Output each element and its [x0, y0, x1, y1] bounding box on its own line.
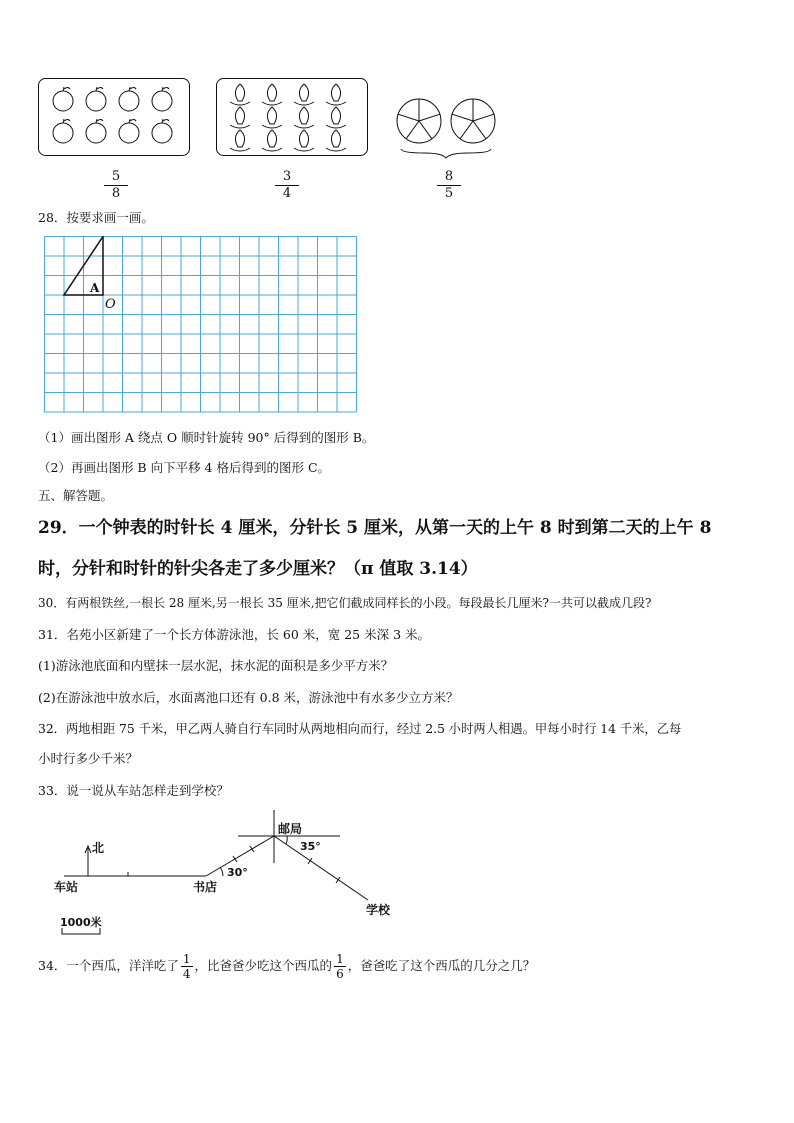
- fraction-peaches: $\frac{3}{4}$: [275, 169, 299, 202]
- apple-box: [38, 78, 190, 156]
- q31-part1: (1)游泳池底面和内壁抹一层水泥，抹水泥的面积是多少平方米？: [38, 658, 394, 673]
- label-angle-35: 35°: [300, 840, 321, 853]
- q34-fraction-2: $\frac{1}{6}$: [336, 952, 344, 981]
- pie-group: [394, 94, 498, 160]
- label-station: 车站: [54, 880, 79, 894]
- q30-text: 30．有两根铁丝,一根长 28 厘米,另一根长 35 厘米,把它们截成同样长的小段。每段最长几厘米?一共可以截成几段?: [38, 596, 652, 610]
- q29-line1: 29．一个钟表的时针长 4 厘米，分针长 5 厘米，从第一天的上午 8 时到第二天的上午 8: [38, 518, 712, 538]
- label-north: 北: [92, 841, 105, 855]
- q33-title: 33．说一说从车站怎样走到学校？: [38, 783, 229, 798]
- apples-icon: [38, 78, 190, 156]
- q28-part1: （1）画出图形 A 绕点 O 顺时针旋转 90° 后得到的图形 B。: [38, 430, 375, 445]
- label-bookstore: 书店: [193, 880, 218, 894]
- grid-figure: [44, 236, 360, 414]
- q34-fraction-1: $\frac{1}{4}$: [182, 952, 191, 981]
- pies-icon: [394, 94, 498, 160]
- label-school: 学校: [366, 903, 391, 917]
- q31-title: 31．名苑小区新建了一个长方体游泳池，长 60 米，宽 25 米深 3 米。: [38, 627, 431, 642]
- q31-part2: (2)在游泳池中放水后，水面离池口还有 0.8 米，游泳池中有水多少立方米？: [38, 690, 459, 705]
- section-5-heading: 五、解答题。: [38, 488, 114, 503]
- label-scale: 1000米: [60, 916, 102, 929]
- route-map: [50, 808, 410, 946]
- q28-part2: （2）再画出图形 B 向下平移 4 格后得到的图形 C。: [38, 460, 331, 475]
- grid-svg: [44, 236, 360, 414]
- q28-title: 28．按要求画一画。: [38, 210, 154, 225]
- label-post-office: 邮局: [278, 822, 303, 836]
- label-a: A: [90, 281, 100, 295]
- q34-text: 34．一个西瓜，洋洋吃了 $\frac{1}{4}$ ，比爸爸少吃这个西瓜的 $\frac{1}{6}$ ，爸爸吃了这个西瓜的几分之几？: [38, 952, 536, 981]
- route-map-svg: [50, 808, 410, 946]
- label-o: O: [105, 297, 116, 312]
- peach-box: [216, 78, 368, 156]
- q32-line1: 32．两地相距 75 千米，甲乙两人骑自行车同时从两地相向而行，经过 2.5 小时两人相遇。甲每小时行 14 千米，乙每: [38, 722, 682, 736]
- label-angle-30: 30°: [227, 866, 248, 879]
- peaches-icon: [216, 78, 368, 156]
- q32-line2: 小时行多少千米？: [38, 751, 139, 766]
- fraction-pies: $\frac{8}{5}$: [437, 169, 461, 202]
- fraction-apples: $\frac{5}{8}$: [104, 169, 128, 202]
- q29-line2: 时，分针和时针的针尖各走了多少厘米？（π 值取 3.14）: [38, 559, 478, 579]
